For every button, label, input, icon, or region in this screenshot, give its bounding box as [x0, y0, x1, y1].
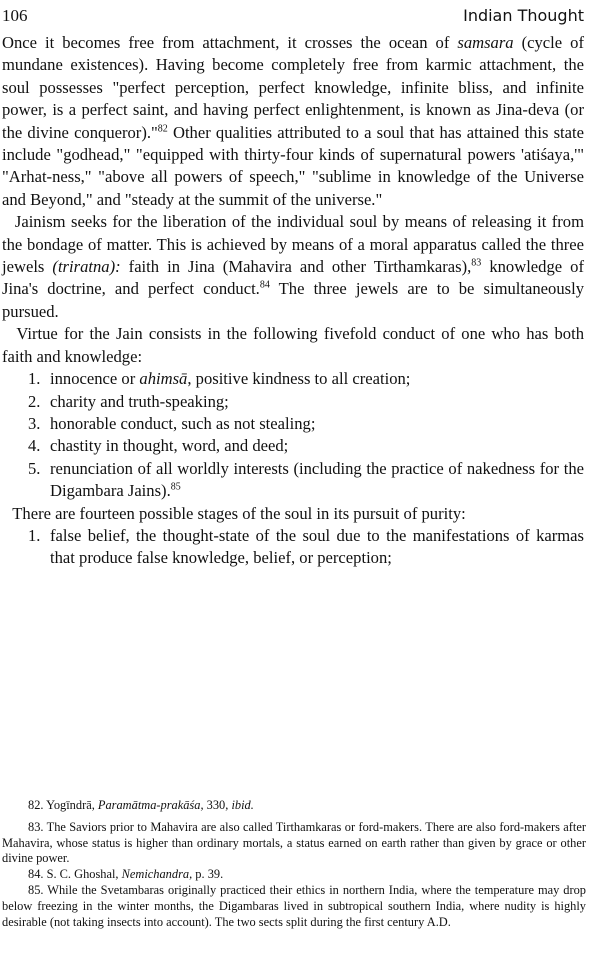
- main-text: [2, 32, 584, 570]
- text-span: 82.: [28, 798, 44, 812]
- term-ahimsa: ahimsā: [139, 369, 188, 389]
- list-item: [2, 413, 584, 435]
- term-samsara: samsara: [457, 33, 514, 52]
- text-span: There are fourteen possible stages of the soul in its pursuit of purity:: [12, 503, 466, 523]
- list-number: 1.: [28, 369, 41, 389]
- footnotes: [2, 798, 586, 930]
- footnote-ref-82: 82: [157, 123, 168, 135]
- footnote-ref-84: 84: [259, 279, 270, 291]
- list-number: 5.: [28, 458, 41, 478]
- text-span: (cycle of mundane existences). Having become completely free from karmic attachment, the soul possesses "perfect perception, perfect knowledge, infinite bliss, and infinite power, is a perfect saint, and having perfect enlightenment, is known as Jina-deva (or the divine conqueror).": [2, 33, 584, 142]
- footnote-83: 83. The Saviors prior to Mahavira are also called Tirthamkaras or ford-makers. There are also ford-makers after Mahavira, whose status is higher than ordinary mortals, a status earned on earth rather than given by grace or other divine power.: [2, 819, 586, 866]
- text-span: Yogīndrā,: [43, 798, 98, 812]
- text-span: Paramātma-prakāśa,: [97, 798, 204, 812]
- text-span: charity and truth-speaking;: [50, 391, 229, 411]
- text-span: innocence or: [50, 369, 140, 389]
- text-span: chastity in thought, word, and deed;: [50, 436, 289, 456]
- running-title: Indian Thought: [463, 6, 584, 25]
- list-number: 1.: [28, 525, 41, 545]
- list-item: [2, 525, 584, 570]
- list-item: [2, 458, 584, 503]
- list-item: [2, 391, 584, 413]
- list-number: 3.: [28, 413, 41, 433]
- paragraph-3: [2, 323, 584, 368]
- text-span: The three jewels are to be simultaneously pursued.: [2, 279, 584, 321]
- footnote-82: [2, 798, 586, 814]
- text-span: p. 39.: [192, 867, 224, 882]
- footnote-ref-83: 83: [471, 257, 482, 269]
- text-span: Virtue for the Jain consists in the following fivefold conduct of one who has both faith and knowledge:: [2, 324, 584, 366]
- text-span: knowledge of Jina's doctrine, and perfect conduct.: [2, 257, 584, 299]
- stages-list: [2, 525, 584, 570]
- text-span: false belief, the thought-state of the soul due to the manifestations of karmas that produce false knowledge, belief, or perception;: [50, 525, 584, 568]
- text-span: 330,: [203, 798, 232, 812]
- text-span: honorable conduct, such as not stealing;: [50, 413, 316, 433]
- page-header: [2, 6, 584, 32]
- text-span: ibid.: [231, 798, 254, 812]
- list-item: [2, 368, 584, 390]
- list-number: 2.: [28, 391, 41, 411]
- list-number: 4.: [28, 436, 41, 456]
- paragraph-1: [2, 32, 584, 211]
- text-span: renunciation of all worldly interests (including the practice of nakedness for the Digambara Jains).: [50, 458, 584, 501]
- text-span: , positive kindness to all creation;: [187, 369, 411, 389]
- fivefold-conduct-list: [2, 368, 584, 502]
- term-triratna: (triratna):: [52, 257, 121, 277]
- text-span: 84. S. C. Ghoshal,: [28, 867, 122, 882]
- paragraph-4: [2, 503, 584, 525]
- text-span: faith in Jina (Mahavira and other Tirthamkaras),: [120, 257, 472, 277]
- text-span: Jainism seeks for the liberation of the individual soul by means of releasing it from the bondage of matter. This is achieved by means of a moral apparatus called the three jewels: [2, 212, 584, 277]
- list-item: [2, 435, 584, 457]
- text-span: Nemichandra,: [121, 867, 193, 882]
- footnote-85: 85. While the Svetambaras originally practiced their ethics in northern India, where the temperature may drop below freezing in the winter months, the Digambaras lived in subtropical southern India, where nudity is highly desirable (not taking insects into account). The two sects split during the first century A.D.: [2, 882, 586, 929]
- footnote-84: [2, 867, 586, 883]
- text-span: Other qualities attributed to a soul that has attained this state include "godhead," "equipped with thirty-four kinds of supernatural powers 'atiśaya,'" "Arhat-ness," "above all powers of speech," "sublime in knowledge of the Universe and Beyond," and "steady at the summit of the universe.": [2, 122, 584, 209]
- page-number: 106: [2, 6, 28, 25]
- text-span: Once it becomes free from attachment, it crosses the ocean of: [2, 33, 458, 52]
- paragraph-2: [2, 211, 584, 323]
- footnote-ref-85: 85: [170, 481, 181, 493]
